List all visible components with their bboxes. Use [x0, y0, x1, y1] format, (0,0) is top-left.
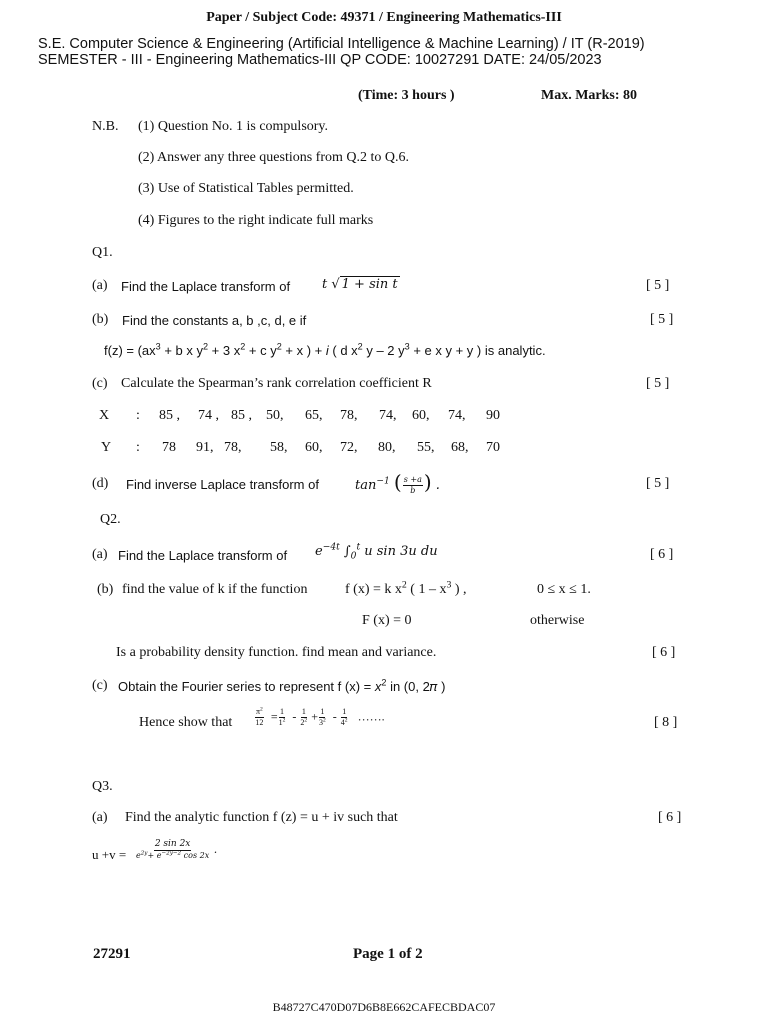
q1c-x-value: 74,: [379, 408, 397, 423]
q3a-fraction: $\frac{2 \sin 2x}{e^{2y}+ e^{-2y-2} \cos 2x}$ .: [136, 839, 218, 860]
q2b-range: 0 ≤ x ≤ 1.: [537, 582, 591, 597]
q1c-x-value: 85 ,: [159, 408, 180, 423]
q1c-marks: [ 5 ]: [646, 376, 670, 391]
q1c-y-value: 68,: [451, 440, 469, 455]
q3a-tag: (a): [92, 810, 108, 825]
q1c-x-value: 50,: [266, 408, 284, 423]
q1c-y-value: 58,: [270, 440, 288, 455]
q2c-marks: [ 8 ]: [654, 715, 678, 730]
q1c-x-colon: :: [136, 408, 140, 423]
q1a-marks: [ 5 ]: [646, 278, 670, 293]
q1c-x-value: 74,: [448, 408, 466, 423]
q1c-x-value: 90: [486, 408, 500, 423]
q2b-marks: [ 6 ]: [652, 645, 676, 660]
q2b-fx: f (x) = k $x^2$ ( $1 - x^3$ ) ,: [345, 579, 467, 597]
q1c-y-value: 91,: [196, 440, 214, 455]
course-line: S.E. Computer Science & Engineering (Artificial Intelligence & Machine Learning) / IT (R-2019): [38, 36, 645, 52]
q1c-tag: (c): [92, 376, 108, 391]
q1b-tag: (b): [92, 312, 109, 327]
max-marks-label: Max. Marks: 80: [541, 88, 638, 103]
footer-hash: B48727C470D07D6B8E662CAFECBDAC07: [272, 1000, 496, 1014]
q3-label: Q3.: [92, 779, 113, 794]
q2a-text: Find the Laplace transform of: [118, 548, 288, 563]
q1c-x-value: 60,: [412, 408, 430, 423]
nb-item-3: (3) Use of Statistical Tables permitted.: [138, 181, 354, 196]
q3a-marks: [ 6 ]: [658, 810, 682, 825]
q2c-dots: …….: [357, 709, 385, 724]
q1a-expression: t √ 1 + sin t: [322, 277, 398, 292]
q1c-y-value: 78,: [224, 440, 242, 455]
q3a-lhs: u +v =: [92, 847, 127, 862]
q1d-tag: (d): [92, 476, 109, 491]
q1d-expression: $\tan^{-1}$ ( $\frac{s +a}{b}$ ) .: [355, 470, 440, 495]
q2c-text: Obtain the Fourier series to represent f (x) =: [118, 679, 372, 694]
time-label: (Time: 3 hours ): [358, 88, 455, 103]
q1c-text: Calculate the Spearman’s rank correlation coefficient R: [121, 376, 432, 391]
q1c-x-value: 78,: [340, 408, 358, 423]
q1c-y-value: 80,: [378, 440, 396, 455]
q2-label: Q2.: [100, 512, 121, 527]
q1c-x-label: X: [99, 408, 110, 423]
paper-code-heading: Paper / Subject Code: 49371 / Engineering Mathematics-III: [206, 10, 562, 25]
q3a-text: Find the analytic function f (z) = u + iv such that: [125, 810, 398, 825]
q2c-interval: in (0, 2𝜋 ): [390, 679, 446, 694]
footer-code: 27291: [93, 946, 131, 962]
q1c-y-label: Y: [101, 440, 112, 455]
q1c-y-value: 55,: [417, 440, 435, 455]
q2a-expression: $e^{-4t}$ $\int_0^t$ u sin 3u du: [315, 542, 438, 562]
q2b-text: find the value of k if the function: [122, 582, 308, 597]
q2c-hence: Hence show that: [139, 715, 233, 730]
q2b-otherwise: otherwise: [530, 613, 585, 628]
nb-item-4: (4) Figures to the right indicate full marks: [138, 213, 374, 228]
q1c-y-value: 78: [162, 440, 176, 455]
nb-label: N.B.: [92, 119, 119, 134]
q1b-marks: [ 5 ]: [650, 312, 674, 327]
q1b-suffix: is analytic.: [484, 343, 546, 358]
q2b-tag: (b): [97, 582, 114, 597]
q1c-x-value: 85 ,: [231, 408, 252, 423]
semester-line: SEMESTER - III - Engineering Mathematics-III QP CODE: 10027291 DATE: 24/05/2023: [38, 52, 602, 68]
q2b-F-zero: F (x) = 0: [362, 613, 412, 628]
nb-item-2: (2) Answer any three questions from Q.2 to Q.6.: [138, 150, 410, 165]
q1c-y-colon: :: [136, 440, 140, 455]
q2c-tag: (c): [92, 678, 108, 693]
q1c-x-value: 65,: [305, 408, 323, 423]
footer-page-number: Page 1 of 2: [353, 946, 423, 962]
q2b-line2: Is a probability density function. find mean and variance.: [116, 645, 437, 660]
q1a-text: Find the Laplace transform of: [121, 279, 291, 294]
q1b-text: Find the constants a, b ,c, d, e if: [122, 313, 307, 328]
q1a-tag: (a): [92, 278, 108, 293]
nb-item-1: (1) Question No. 1 is compulsory.: [138, 119, 329, 134]
q1c-y-value: 60,: [305, 440, 323, 455]
q1c-x-value: 74 ,: [198, 408, 219, 423]
q1c-y-value: 72,: [340, 440, 358, 455]
q2a-tag: (a): [92, 547, 108, 562]
q1c-y-value: 70: [486, 440, 500, 455]
q1b-expression: $f(z) = (ax^3 + b$ x $y^2 + 3$ $x^2 + c$ $y^2 + x$ ) + i ( d $x^2$ y – 2 $y^3 + e$ x y + y ) is analytic.: [104, 341, 546, 358]
q1d-marks: [ 5 ]: [646, 476, 670, 491]
q1-label: Q1.: [92, 245, 113, 260]
q2a-marks: [ 6 ]: [650, 547, 674, 562]
q2c-series: $\frac{\pi^2}{12}$ = $\frac{1}{1^2}$ - $\frac{1}{2^2}$ + $\frac{1}{3^2}$ - $\frac{1}{4^2}$ …….: [255, 706, 385, 727]
q2c-text-line: Obtain the Fourier series to represent f $(x) = x^2$ in (0, 2𝜋 ): [118, 677, 446, 694]
q1d-text: Find inverse Laplace transform of: [126, 477, 319, 492]
